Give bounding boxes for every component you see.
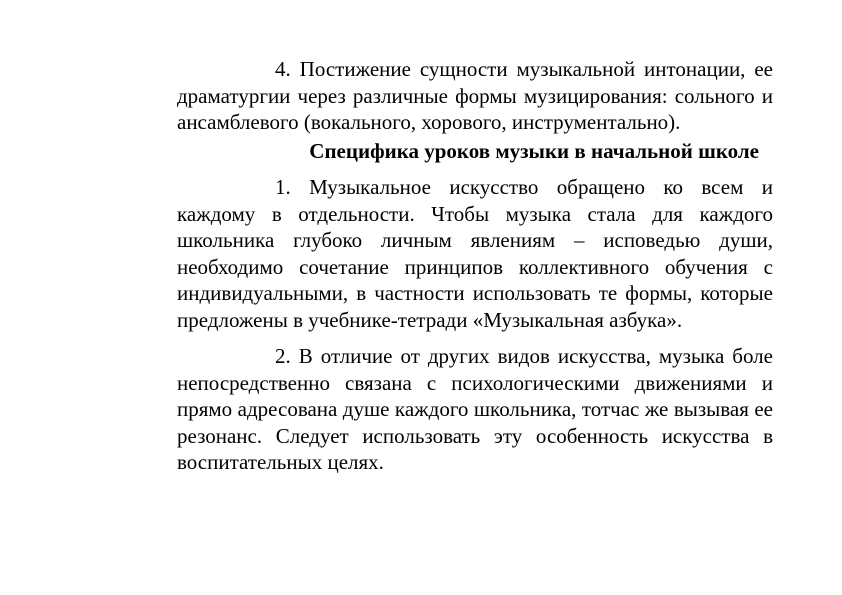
document-body [177,56,773,476]
paragraph-2: 2. В отличие от других видов искусства, музыка боле непосредственно связана с психологическими движениями и прямо адресована душе каждого школьника, тотчас же вызывая ее резонанс. Следует использовать эту особенность искусства в воспитательных целях. [177,344,773,474]
paragraph-1: 1. Музыкальное искусство обращено ко всем и каждому в отдельности. Чтобы музыка стала для каждого школьника глубоко личным явлениям – исповедью души, необходимо сочетание принципов коллективного обучения с индивидуальными, в частности использовать те формы, которые предложены в учебнике-тетради «Музыкальная азбука». [177,175,773,332]
paragraph-4: 4. Постижение сущности музыкальной интонации, ее драматургии через различные формы музицирования: сольного и ансамблевого (вокального, хорового, инструментально). [177,57,773,134]
section-heading: Специфика уроков музыки в начальной школе [309,138,759,163]
